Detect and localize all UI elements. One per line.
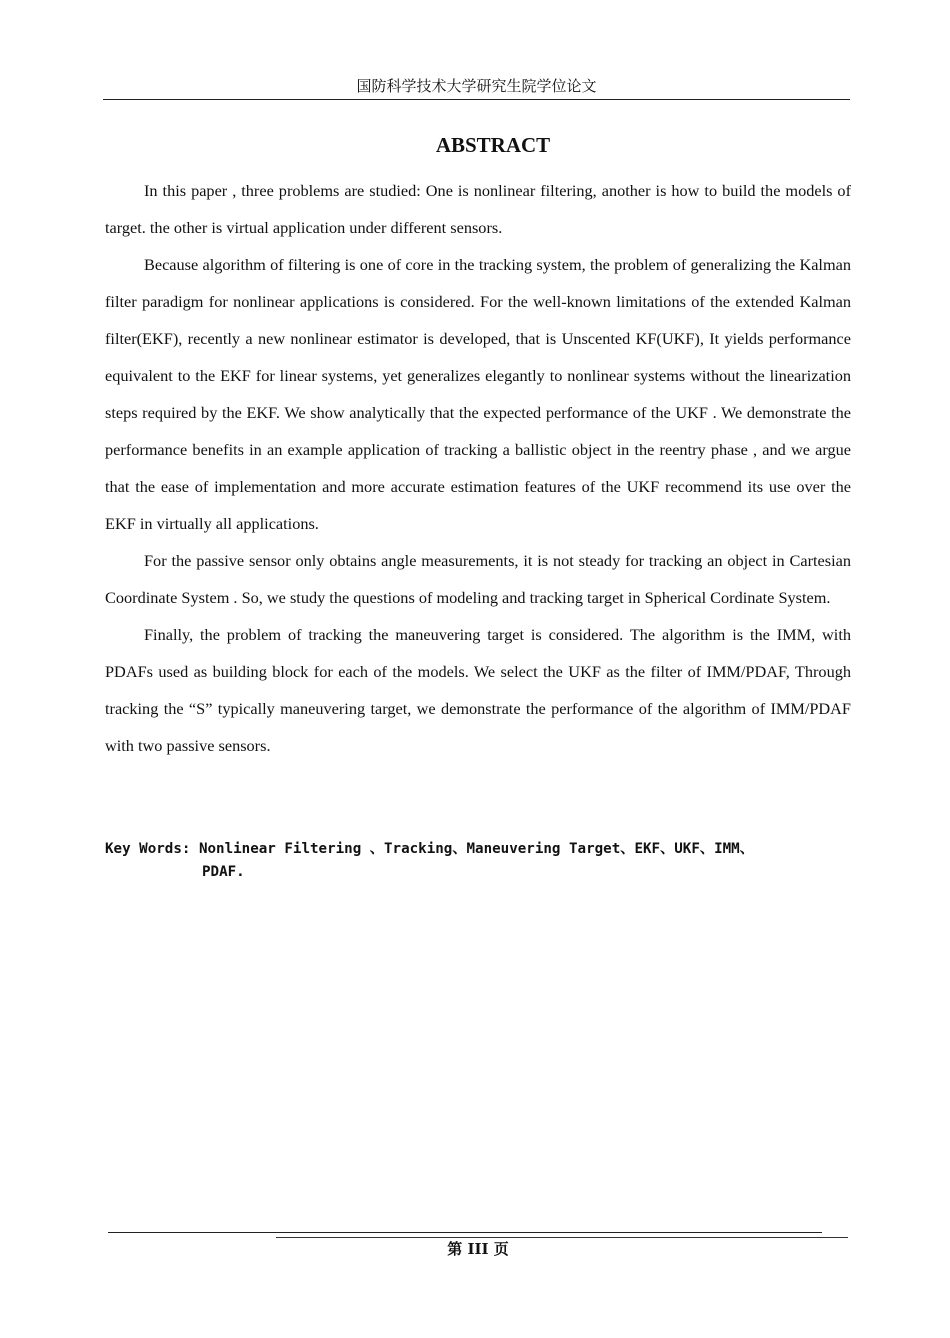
abstract-paragraph: Finally, the problem of tracking the maneuvering target is considered. The algorithm is the IMM, with PDAFs used as building block for each of the models. We select the UKF as the filter of IMM/PDAF, Through tracking the “S” typically maneuvering target, we demonstrate the performance of the algorithm of IMM/PDAF with two passive sensors. bbox=[105, 625, 851, 755]
keywords-line1: Nonlinear Filtering 、Tracking、Maneuvering Target、EKF、UKF、IMM、 bbox=[198, 841, 754, 857]
footer-rule bbox=[108, 1232, 822, 1233]
running-header: 国防科学技术大学研究生院学位论文 bbox=[356, 77, 597, 95]
keywords-block bbox=[105, 838, 855, 884]
page-number: 第 III 页 bbox=[447, 1240, 509, 1258]
abstract-paragraph: In this paper , three problems are studied: One is nonlinear filtering, another is how to build the models of target. the other is virtual application under different sensors. bbox=[105, 181, 851, 237]
abstract-body bbox=[105, 172, 851, 764]
header-rule bbox=[103, 99, 850, 100]
keywords-label: Key Words: bbox=[105, 841, 191, 857]
keywords-line2: PDAF. bbox=[202, 864, 245, 880]
abstract-paragraph: For the passive sensor only obtains angle measurements, it is not steady for tracking an object in Cartesian Coordinate System . So, we study the questions of modeling and tracking target in Spherical Cordinate System. bbox=[105, 551, 851, 607]
abstract-paragraph: Because algorithm of filtering is one of core in the tracking system, the problem of generalizing the Kalman filter paradigm for nonlinear applications is considered. For the well-known limitations of the extended Kalman filter(EKF), recently a new nonlinear estimator is developed, that is Unscented KF(UKF), It yields performance equivalent to the EKF for linear systems, yet generalizes elegantly to nonlinear systems without the linearization steps required by the EKF. We show analytically that the expected performance of the UKF . We demonstrate the performance benefits in an example application of tracking a ballistic object in the reentry phase , and we argue that the ease of implementation and more accurate estimation features of the UKF recommend its use over the EKF in virtually all applications. bbox=[105, 255, 851, 533]
abstract-heading: ABSTRACT bbox=[435, 133, 551, 157]
